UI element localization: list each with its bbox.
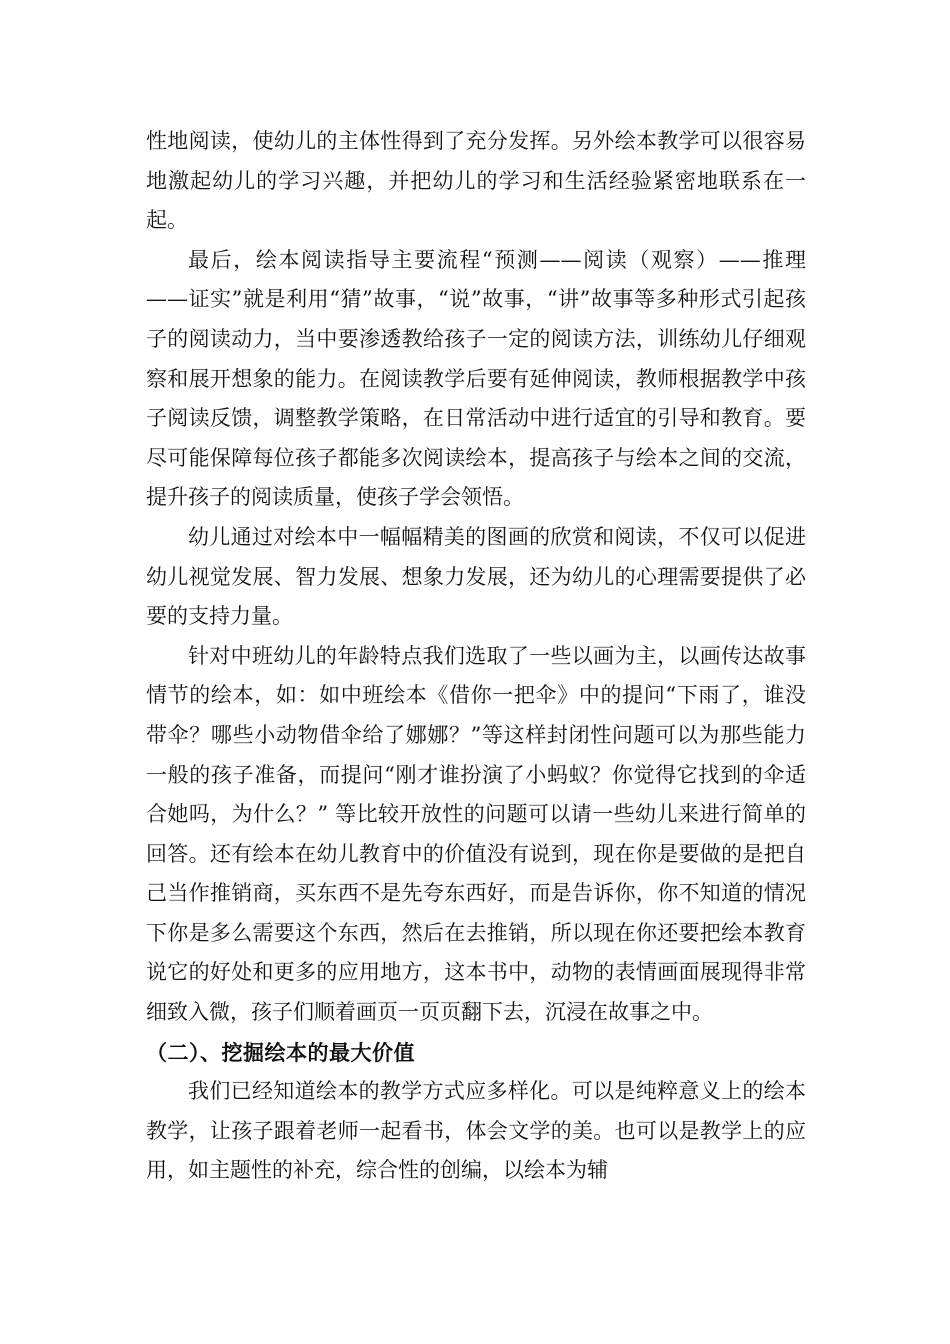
paragraph-picture-appreciation: 幼儿通过对绘本中一幅幅精美的图画的欣赏和阅读，不仅可以促进幼儿视觉发展、智力发展、想象力发展，还为幼儿的心理需要提供了必要的支持力量。 (146, 524, 806, 629)
paragraph-reading-process: 最后，绘本阅读指导主要流程“预测——阅读（观察）——推理——证实”就是利用“猜”故事，“说”故事，“讲”故事等多种形式引起孩子的阅读动力，当中要渗透教给孩子一定的阅读方法，训练幼儿仔细观察和展开想象的能力。在阅读教学后要有延伸阅读，教师根据教学中孩子阅读反馈，调整教学策略，在日常活动中进行适宜的引导和教育。要尽可能保障每位孩子都能多次阅读绘本，提高孩子与绘本之间的交流，提升孩子的阅读质量，使孩子学会领悟。 (146, 247, 806, 510)
paragraph-continuation: 性地阅读，使幼儿的主体性得到了充分发挥。另外绘本教学可以很容易地激起幼儿的学习兴趣，并把幼儿的学习和生活经验紧密地联系在一起。 (146, 129, 806, 233)
section-heading: （二）、挖掘绘本的最大价值 (146, 1039, 415, 1065)
paragraph-teaching-methods: 我们已经知道绘本的教学方式应多样化。可以是纯粹意义上的绘本教学，让孩子跟着老师一起看书，体会文学的美。也可以是教学上的应用，如主题性的补充，综合性的创编，以绘本为辅 (146, 1079, 806, 1183)
paragraph-middle-class-books: 针对中班幼儿的年龄特点我们选取了一些以画为主，以画传达故事情节的绘本，如：如中班绘本《借你一把伞》中的提问“下雨了，谁没带伞？哪些小动物借伞给了娜娜？”等这样封闭性问题可以为那些能力一般的孩子准备，而提问“刚才谁扮演了小蚂蚁？你觉得它找到的伞适合她吗，为什么？” 等比较开放性的问题可以请一些幼儿来进行简单的回答。还有绘本在幼儿教育中的价值没有说到，现在你是要做的是把自己当作推销商，买东西不是先夸东西好，而是告诉你，你不知道的情况下你是多么需要这个东西，然后在去推销，所以现在你还要把绘本教育说它的好处和更多的应用地方，这本书中，动物的表情画面展现得非常细致入微，孩子们顺着画页一页页翻下去，沉浸在故事之中。 (146, 643, 806, 1025)
document-page (146, 122, 806, 1191)
